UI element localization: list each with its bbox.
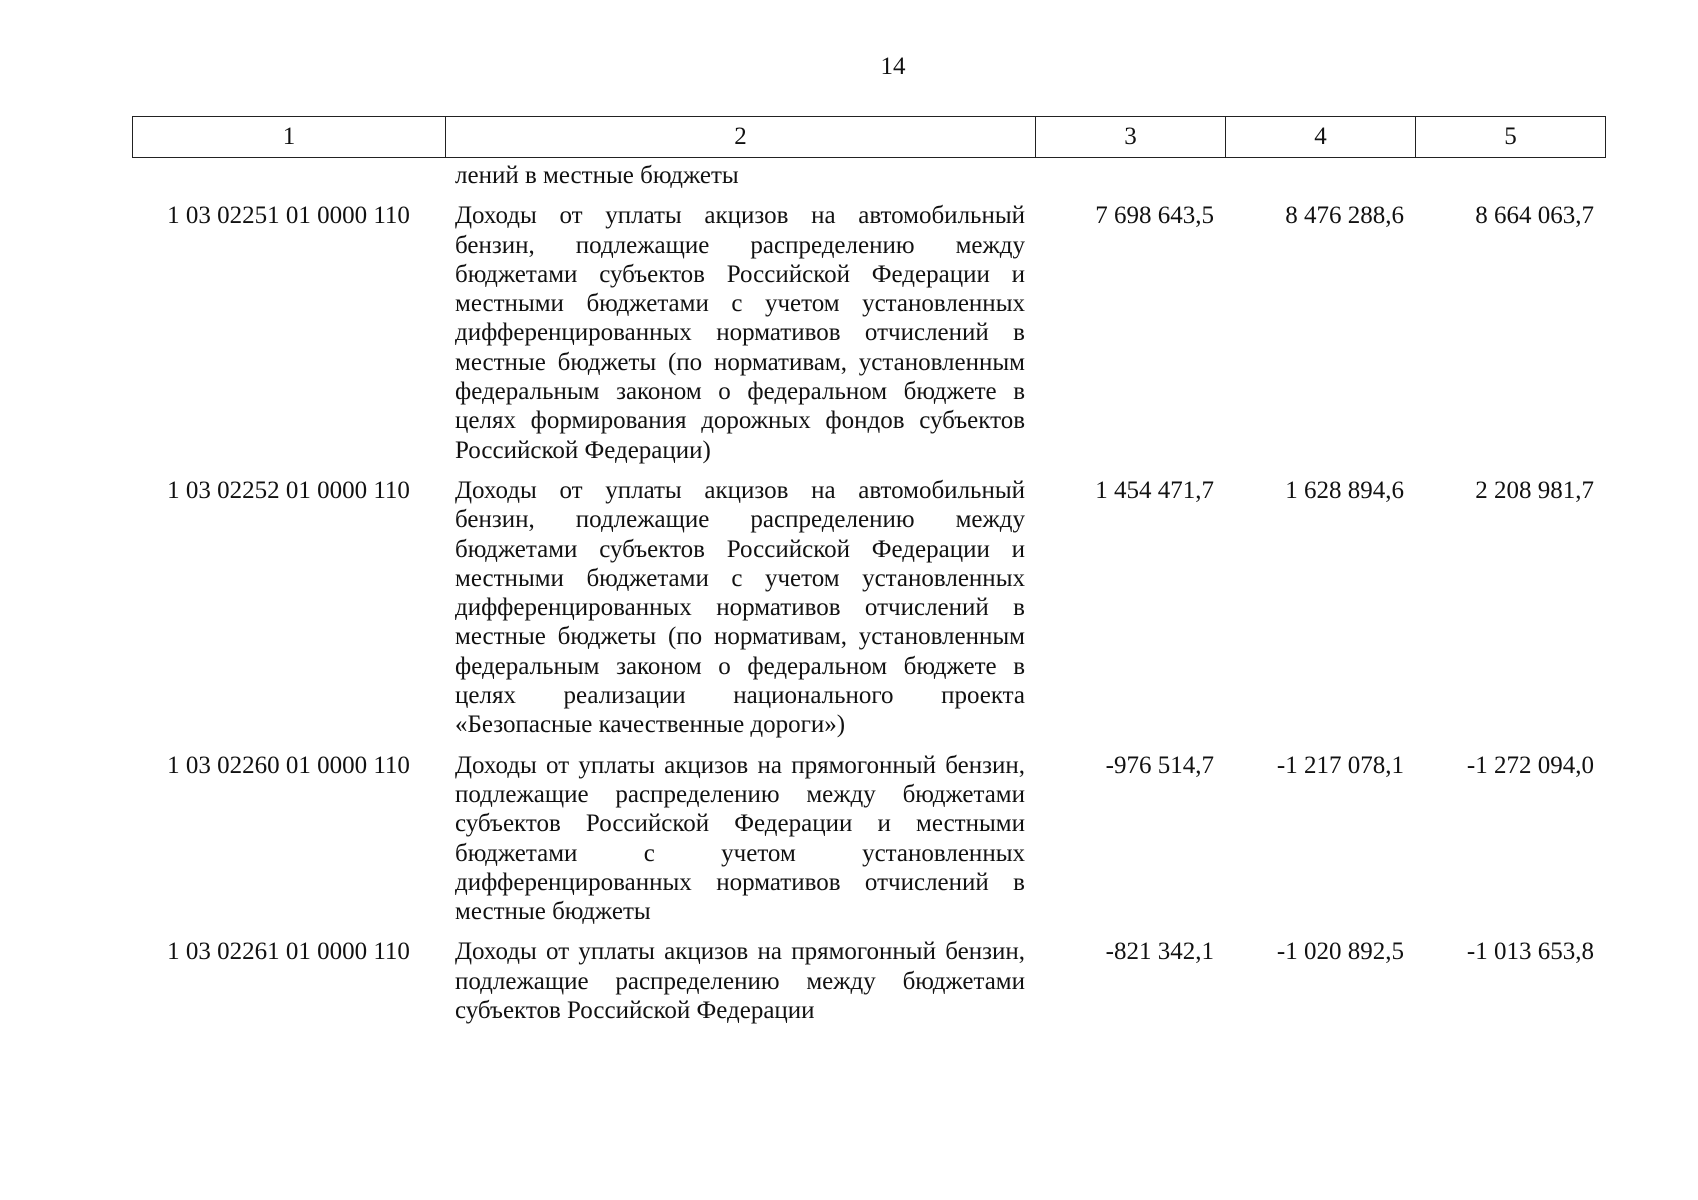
table-header: [132, 116, 1606, 158]
table-row: [132, 476, 1605, 751]
revenue-description: Доходы от уплаты акцизов на автомобильный бензин, подлежащие распределению между бюджетами субъектов Российской Федерации и местными бюджетами с учетом установленных дифференцированных нормативов отчислений в местные бюджеты (по нормативам, установленным федеральным законом о федеральном бюджете в целях формирования дорожных фондов субъектов Российской Федерации): [455, 202, 1025, 464]
value-col-3: -821 342,1: [1105, 938, 1214, 966]
column-header-2: 2: [446, 117, 1036, 158]
value-col-5: -1 272 094,0: [1466, 751, 1594, 779]
column-header-5: 5: [1416, 117, 1606, 158]
value-col-5: 8 664 063,7: [1475, 202, 1594, 230]
revenue-code: 1 03 02251 01 0000 110: [167, 202, 410, 230]
value-col-5: -1 013 653,8: [1466, 938, 1594, 966]
revenue-code: 1 03 02252 01 0000 110: [167, 476, 410, 504]
revenue-description: Доходы от уплаты акцизов на прямогонный бензин, подлежащие распределению между бюджетами субъектов Российской Федерации и местными бюджетами с учетом установленных дифференцированных нормативов отчислений в местные бюджеты: [455, 751, 1025, 926]
continuation-text: лений в местные бюджеты: [455, 162, 739, 189]
value-col-4: -1 217 078,1: [1276, 751, 1404, 779]
table-row: [132, 201, 1605, 476]
column-header-4: 4: [1226, 117, 1416, 158]
header-row: [133, 117, 1606, 158]
value-col-3: 1 454 471,7: [1095, 476, 1214, 504]
table-row: [132, 937, 1605, 1036]
value-col-4: 1 628 894,6: [1285, 476, 1404, 504]
column-header-3: 3: [1036, 117, 1226, 158]
revenue-code: 1 03 02261 01 0000 110: [167, 938, 410, 966]
budget-revenue-table: [132, 161, 1605, 1036]
table-row: [132, 751, 1605, 938]
column-header-1: 1: [133, 117, 446, 158]
value-col-3: 7 698 643,5: [1095, 202, 1214, 230]
page-number: 14: [880, 53, 906, 80]
value-col-3: -976 514,7: [1105, 751, 1214, 779]
continuation-row: [132, 161, 1605, 201]
value-col-4: 8 476 288,6: [1285, 202, 1404, 230]
value-col-4: -1 020 892,5: [1276, 938, 1404, 966]
revenue-code: 1 03 02260 01 0000 110: [167, 751, 410, 779]
revenue-description: Доходы от уплаты акцизов на прямогонный бензин, подлежащие распределению между бюджетами субъектов Российской Федерации: [455, 938, 1025, 1025]
value-col-5: 2 208 981,7: [1475, 476, 1594, 504]
revenue-description: Доходы от уплаты акцизов на автомобильный бензин, подлежащие распределению между бюджетами субъектов Российской Федерации и местными бюджетами с учетом установленных дифференцированных нормативов отчислений в местные бюджеты (по нормативам, установленным федеральным законом о федеральном бюджете в целях реализации национального проекта «Безопасные качественные дороги»): [455, 476, 1025, 739]
